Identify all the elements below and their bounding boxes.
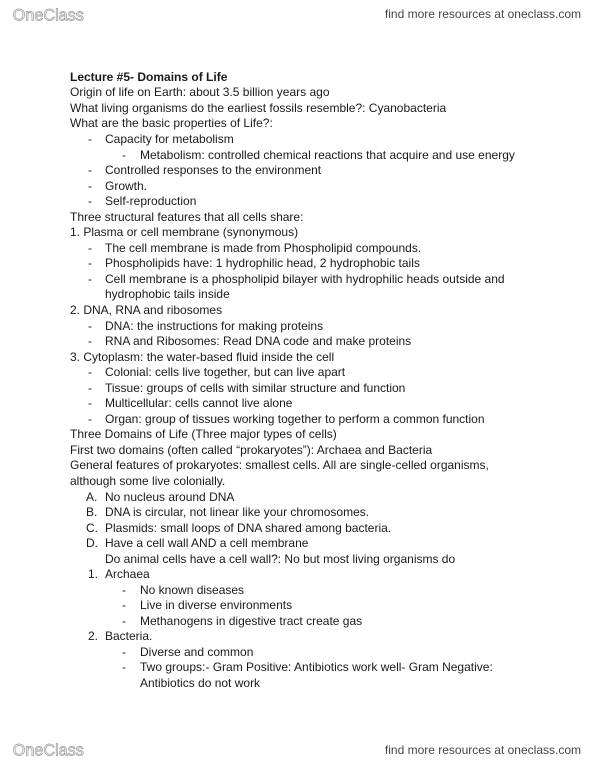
line-text: Plasmids: small loops of DNA shared among bacteria. — [105, 521, 392, 535]
page-header — [0, 0, 595, 28]
line-text: RNA and Ribosomes: Read DNA code and make proteins — [105, 334, 412, 348]
line-text: What living organisms do the earliest fossils resemble?: Cyanobacteria — [70, 101, 447, 115]
line-text: Bacteria. — [105, 629, 153, 643]
line-text: Self-reproduction — [105, 194, 197, 208]
line-text: 3. Cytoplasm: the water-based fluid inside the cell — [70, 350, 335, 364]
line-text: No known diseases — [140, 583, 245, 597]
line-text: 1. Plasma or cell membrane (synonymous) — [70, 225, 299, 239]
line-text: Metabolism: controlled chemical reactions that acquire and use energy — [140, 148, 515, 162]
footer-oneclass-logo[interactable] — [8, 741, 104, 759]
list-marker: - — [88, 365, 92, 379]
line-text: No nucleus around DNA — [105, 490, 235, 504]
list-marker: B. — [86, 505, 98, 519]
line-text: Organ: group of tissues working together to perform a common function — [105, 412, 485, 426]
list-marker: - — [88, 256, 92, 270]
line-text: Methanogens in digestive tract create gas — [140, 614, 363, 628]
list-marker: - — [122, 583, 126, 597]
line-text: although some live colonially. — [70, 474, 226, 488]
list-marker: A. — [86, 490, 98, 504]
list-marker: - — [88, 396, 92, 410]
list-marker: - — [88, 381, 92, 395]
footer-resources-link[interactable]: find more resources at oneclass.com — [384, 743, 581, 757]
line-text: Colonial: cells live together, but can live apart — [105, 365, 346, 379]
list-marker: - — [88, 272, 92, 286]
line-text: Live in diverse environments — [140, 598, 293, 612]
line-text: The cell membrane is made from Phospholipid compounds. — [105, 241, 422, 255]
resources-link[interactable]: find more resources at oneclass.com — [384, 7, 581, 21]
list-marker: 2. — [88, 629, 99, 643]
line-text: Two groups:- Gram Positive: Antibiotics work well- Gram Negative: — [140, 660, 493, 674]
line-text: Capacity for metabolism — [105, 132, 234, 146]
line-text: Cell membrane is a phospholipid bilayer with hydrophilic heads outside and — [105, 272, 505, 286]
line-text: Controlled responses to the environment — [105, 163, 322, 177]
line-text: First two domains (often called “prokaryotes”): Archaea and Bacteria — [70, 443, 433, 457]
line-text: Do animal cells have a cell wall?: No but most living organisms do — [105, 552, 456, 566]
line-text: Growth. — [105, 179, 148, 193]
list-marker: - — [122, 148, 126, 162]
list-marker: - — [88, 241, 92, 255]
line-text: Tissue: groups of cells with similar structure and function — [105, 381, 406, 395]
line-text: 2. DNA, RNA and ribosomes — [70, 303, 223, 317]
line-text: Multicellular: cells cannot live alone — [105, 396, 293, 410]
line-text: DNA is circular, not linear like your chromosomes. — [105, 505, 370, 519]
list-marker: - — [88, 319, 92, 333]
svg-text:OneClass: OneClass — [12, 6, 84, 24]
line-text: What are the basic properties of Life?: — [70, 116, 273, 130]
list-marker: - — [88, 194, 92, 208]
list-marker: C. — [86, 521, 98, 535]
line-text: Archaea — [105, 567, 150, 581]
line-text: General features of prokaryotes: smallest cells. All are single-celled organisms, — [70, 458, 489, 472]
line-text: Phospholipids have: 1 hydrophilic head, 2 hydrophobic tails — [105, 256, 420, 270]
list-marker: - — [88, 179, 92, 193]
list-marker: - — [88, 163, 92, 177]
line-text: Have a cell wall AND a cell membrane — [105, 536, 309, 550]
list-marker: - — [122, 614, 126, 628]
list-marker: - — [88, 132, 92, 146]
list-marker: - — [88, 334, 92, 348]
svg-text:OneClass: OneClass — [12, 741, 84, 759]
list-marker: - — [122, 660, 126, 674]
line-text: Antibiotics do not work — [140, 676, 261, 690]
list-marker: - — [122, 645, 126, 659]
line-text: Origin of life on Earth: about 3.5 billion years ago — [70, 85, 330, 99]
line-text: hydrophobic tails inside — [105, 287, 230, 301]
list-marker: - — [122, 598, 126, 612]
line-text: DNA: the instructions for making proteins — [105, 319, 324, 333]
list-marker: - — [88, 412, 92, 426]
line-text: Three Domains of Life (Three major types of cells) — [70, 427, 337, 441]
list-marker: D. — [86, 536, 98, 550]
oneclass-logo[interactable] — [8, 6, 104, 24]
line-text: Lecture #5- Domains of Life — [70, 70, 228, 84]
list-marker: 1. — [88, 567, 99, 581]
line-text: Three structural features that all cells share: — [70, 210, 304, 224]
line-text: Diverse and common — [140, 645, 254, 659]
